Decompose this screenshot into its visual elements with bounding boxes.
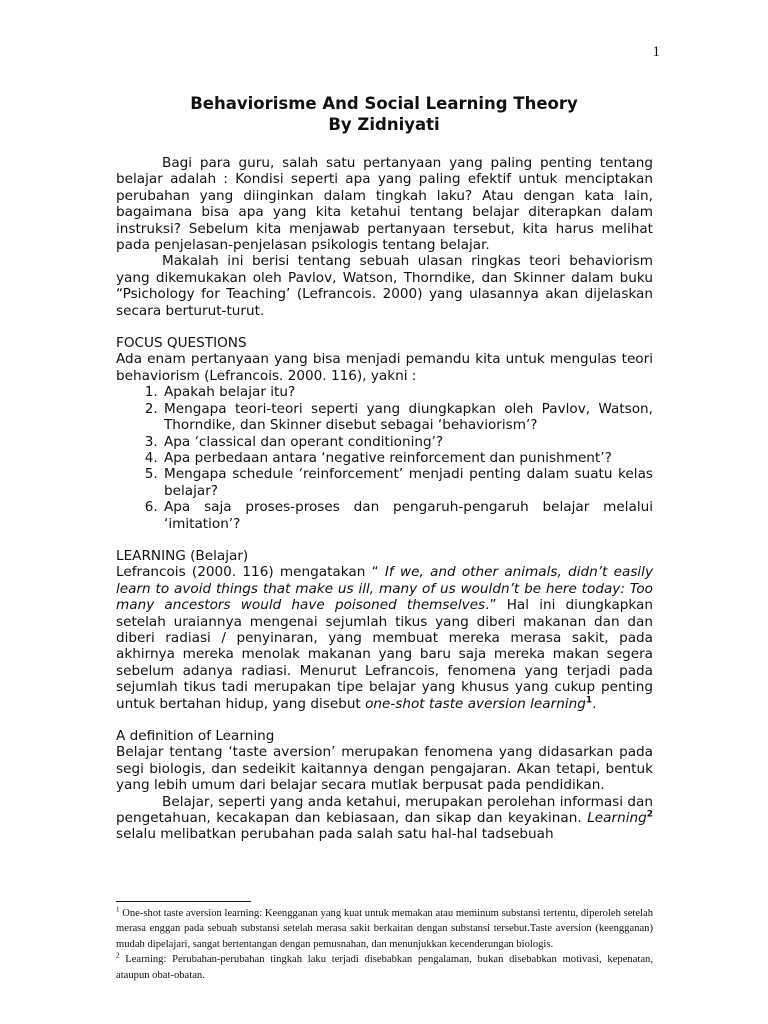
focus-questions-intro: Ada enam pertanyaan yang bisa menjadi pemandu kita untuk mengulas teori behaviorism (Lefrancois. 2000. 116), yakni : xyxy=(116,351,653,384)
list-item: 6. Apa saja proses-proses dan pengaruh-pengaruh belajar melalui ‘imitation’? xyxy=(162,499,653,532)
title-line-author: By Zidniyati xyxy=(328,115,440,134)
focus-questions-list xyxy=(116,384,653,532)
footnote-marker-2[interactable]: 2 xyxy=(646,809,653,820)
learning-quote: If we, and other animals, didn’t easily learn to avoid things that make us ill, many of us wouldn’t be here today: Too many ancestors would have poisoned themselves xyxy=(116,564,653,614)
list-item: 2. Mengapa teori-teori seperti yang diungkapkan oleh Pavlov, Watson, Thorndike, dan Skinner disebut sebagai ‘behaviorism’? xyxy=(162,401,653,434)
learning-heading: LEARNING (Belajar) xyxy=(116,547,249,564)
footnote-2-text: Learning: Perubahan-perubahan tingkah laku terjadi disebabkan pengalaman, bukan disebabkan motivasi, kepenatan, ataupun obat-obatan. xyxy=(116,954,653,981)
learning-text-mid: .” Hal ini diungkapkan setelah uraiannya mengenai sejumlah tikus yang diberi makanan dan dan diberi radiasi / penyinaran, yang membuat mereka merasa sakit, pada akhirnya mereka menolak makanan yang baru saja mereka makan segera sebelum adanya radiasi. Menurut Lefrancois, fenomena yang terjadi pada sejumlah tikus tadi merupakan tipe belajar yang khusus yang cukup penting untuk bertahan hidup, yang disebut xyxy=(116,597,653,712)
definition-text-end: selalu melibatkan perubahan pada salah satu hal-hal tadsebuah xyxy=(116,826,554,843)
intro-paragraph-2: Makalah ini berisi tentang sebuah ulasan ringkas teori behaviorism yang dikemukakan oleh Pavlov, Watson, Thorndike, dan Skinner dalam buku “Psichology for Teaching’ (Lefrancois. 2000) yang ulasannya akan dijelaskan secara berturut-turut. xyxy=(116,253,653,319)
learning-text-end: . xyxy=(592,695,597,712)
list-item: 4. Apa perbedaan antara ‘negative reinforcement dan punishment’? xyxy=(162,450,653,466)
focus-questions-heading: FOCUS QUESTIONS xyxy=(116,335,247,352)
definition-text-start: Belajar, seperti yang anda ketahui, merupakan perolehan informasi dan pengetahuan, kecakapan dan kebiasaan, dan sikap dan keyakinan. xyxy=(116,793,653,827)
learning-term: one-shot taste aversion learning xyxy=(365,695,586,712)
footnote-1-mark: 1 xyxy=(116,905,120,914)
definition-paragraph-1: Belajar tentang ‘taste aversion’ merupakan fenomena yang didasarkan pada segi biologis, dan sedeikit kaitannya dengan pengajaran. Akan tetapi, bentuk yang lebih umum dari belajar secara mutlak berpusat pada pendidikan. xyxy=(116,744,653,794)
footnotes xyxy=(116,906,653,983)
definition-heading: A definition of Learning xyxy=(116,728,275,744)
page-number: 1 xyxy=(652,44,660,60)
intro-paragraph-1: Bagi para guru, salah satu pertanyaan yang paling penting tentang belajar adalah : Kondisi seperti apa yang paling efektif untuk menciptakan perubahan yang diinginkan dalam tingkah laku? Atau dengan kata lain, bagaimana bisa apa yang kita ketahui tentang belajar diterapkan dalam instruksi? Sebelum kita menjawab pertanyaan tersebut, kita harus melihat pada penjelasan-penjelasan psikologis tentang belajar. xyxy=(116,155,653,254)
learning-paragraph xyxy=(116,564,653,712)
list-item: 1. Apakah belajar itu? xyxy=(162,384,653,400)
footnote-separator xyxy=(116,901,251,902)
definition-paragraph-2 xyxy=(116,794,653,843)
list-item: 5. Mengapa schedule ‘reinforcement’ menjadi penting dalam suatu kelas belajar? xyxy=(162,466,653,499)
learning-text-start: Lefrancois (2000. 116) mengatakan “ xyxy=(116,564,385,581)
title-line-main: Behaviorisme And Social Learning Theory xyxy=(190,94,578,113)
list-item: 3. Apa ‘classical dan operant conditioning’? xyxy=(162,434,653,450)
document-title xyxy=(0,93,768,135)
footnote-marker-1[interactable]: 1 xyxy=(585,695,593,706)
footnote-1-text: One-shot taste aversion learning: Keengganan yang kuat untuk memakan atau meminum substansi tertentu, diperoleh setelah merasa enggan pada sebuah substansi setelah merasa sakit berkaitan dengan substansi tersebut.Taste aversion (keengganan) mudah dipelajari, sangat bertentangan dengan pemusnahan, dan menunjukkan kecenderungan biologis. xyxy=(116,908,653,950)
footnote-2 xyxy=(116,952,653,983)
definition-term: Learning xyxy=(587,810,647,827)
document-body xyxy=(116,155,653,843)
footnote-2-mark: 2 xyxy=(116,951,120,960)
footnote-1 xyxy=(116,906,653,952)
